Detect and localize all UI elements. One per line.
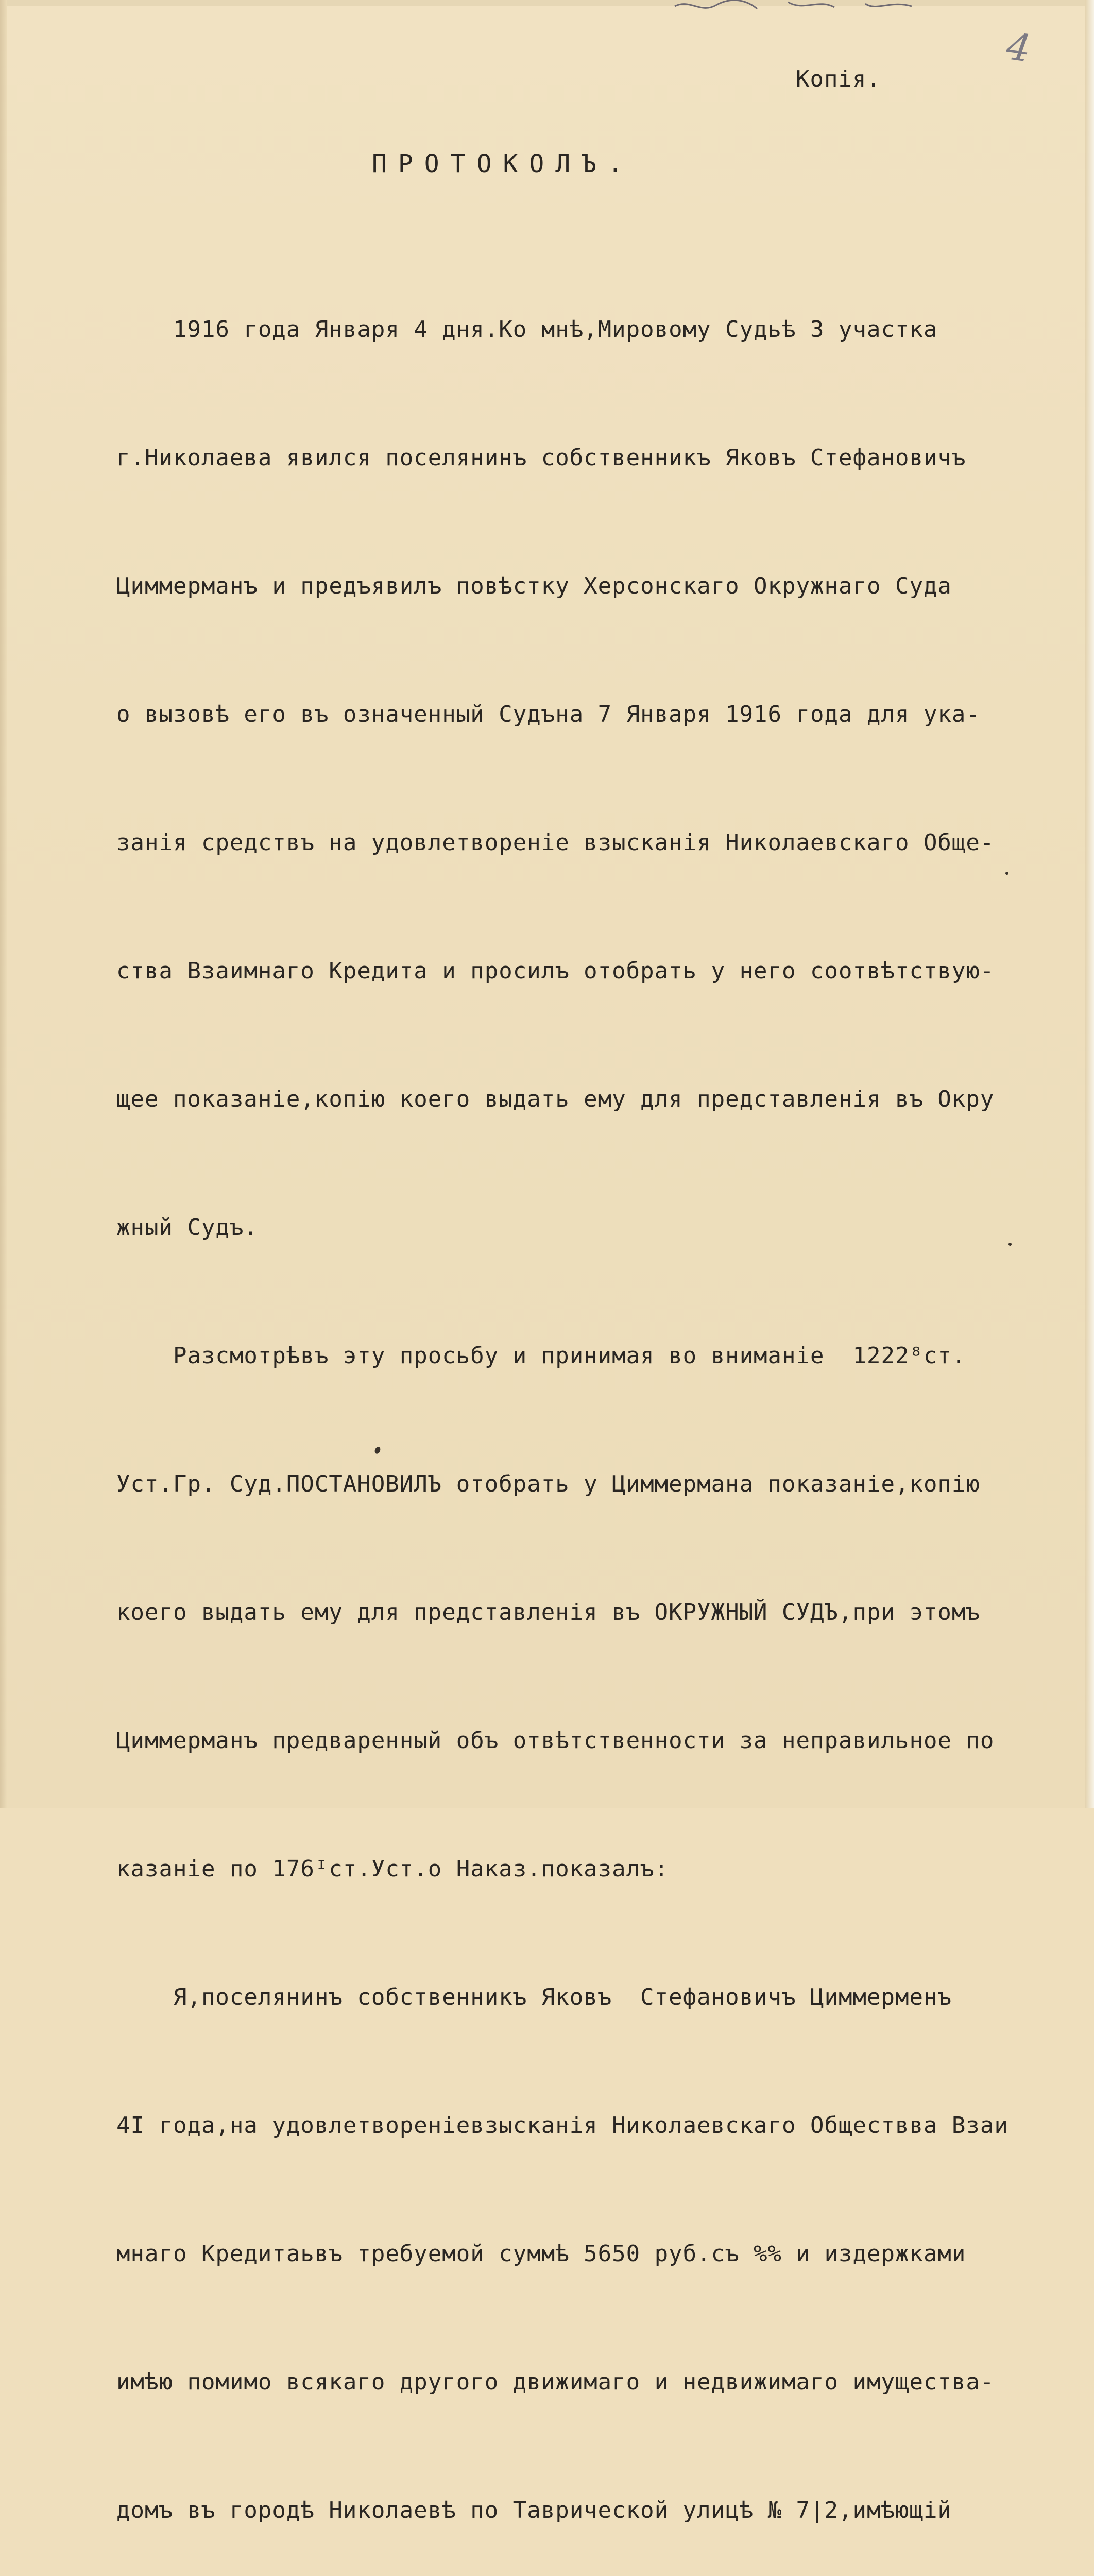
page-top-edge (0, 0, 1094, 6)
text-line: Циммерманъ и предъявилъ повѣстку Херсонскаго Окружнаго Суда (116, 573, 952, 599)
document-body (116, 223, 1008, 2576)
text-line: щее показаніе,копію коего выдать ему для представленія въ Окру (116, 1086, 995, 1112)
document-title: ПРОТОКОЛЪ. (372, 149, 634, 178)
ink-speck (1008, 1242, 1012, 1246)
ink-speck (1005, 871, 1009, 875)
text-line: мнаго Кредитаьвъ требуемой суммѣ 5650 руб.съ %% и издержками (116, 2241, 966, 2267)
text-line: Я,поселянинъ собственникъ Яковъ Стефановичъ Циммерменъ (116, 1984, 952, 2010)
page-right-edge (1085, 0, 1094, 1808)
text-line: казаніе по 176ᴵст.Уст.о Наказ.показалъ: (116, 1856, 669, 1882)
text-line: занія средствъ на удовлетвореніе взысканія Николаевскаго Обще- (116, 829, 995, 856)
text-line: о вызовѣ его въ означенный Судъна 7 Января 1916 года для ука- (116, 701, 980, 727)
text-line: 4I года,на удовлетвореніевзысканія Николаевскаго Обществва Взаи (116, 2112, 1008, 2139)
text-line: 1916 года Января 4 дня.Ко мнѣ,Мировому Судьѣ 3 участка (116, 316, 938, 343)
copy-marker: Копія. (796, 66, 881, 92)
text-line: Уст.Гр. Суд.ПОСТАНОВИЛЪ отобрать у Циммермана показаніе,копію (116, 1471, 980, 1497)
text-line: домъ въ городѣ Николаевѣ по Таврической улицѣ № 7|2,имѣющій (116, 2497, 952, 2523)
text-line: ства Взаимнаго Кредита и просилъ отобрать у него соотвѣтствую- (116, 958, 995, 984)
text-line: коего выдать ему для представленія въ ОКРУЖНЫЙ СУДЪ,при этомъ (116, 1599, 980, 1625)
text-line: имѣю помимо всякаго другого движимаго и недвижимаго имущества- (116, 2369, 995, 2395)
page-left-edge (0, 0, 7, 1808)
sheet-number: 4 (1004, 24, 1034, 71)
text-line: г.Николаева явился поселянинъ собственникъ Яковъ Стефановичъ (116, 445, 966, 471)
top-handwriting-mark (670, 0, 917, 16)
text-line: жный Судъ. (116, 1214, 258, 1241)
text-line: Циммерманъ предваренный объ отвѣтственности за неправильное по (116, 1727, 995, 1754)
text-line: Разсмотрѣвъ эту просьбу и принимая во вниманіе 1222⁸ст. (116, 1343, 966, 1369)
